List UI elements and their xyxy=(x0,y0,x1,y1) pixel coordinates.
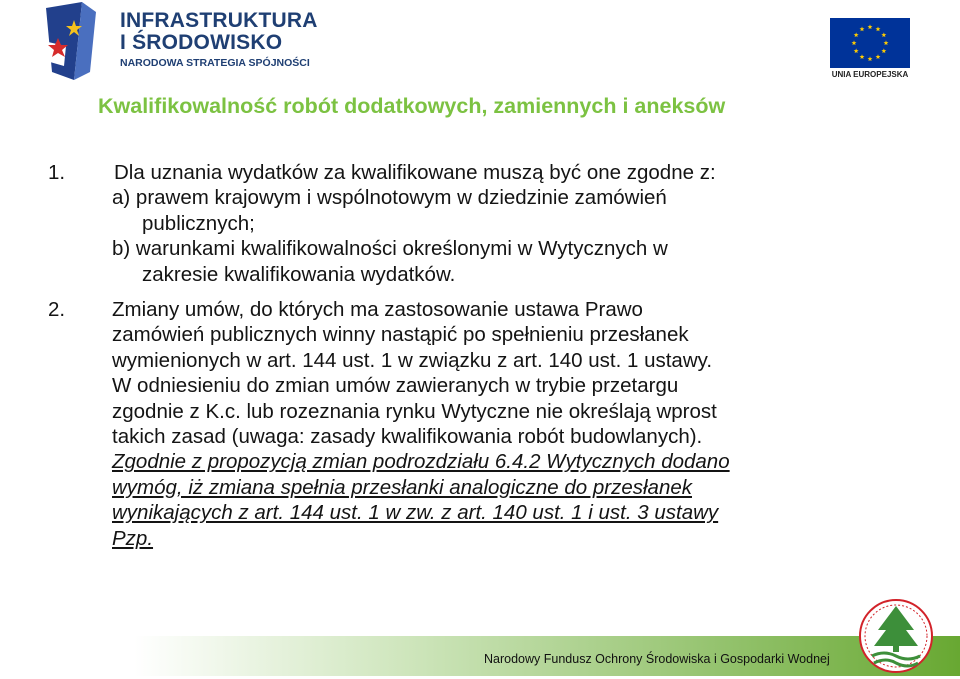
sub-item-line: a) prawem krajowym i wspólnotowym w dziedzinie zamówień xyxy=(112,186,667,210)
program-logo-mark-icon xyxy=(44,2,118,82)
fund-logo xyxy=(856,596,936,674)
list-item-line: takich zasad (uwaga: zasady kwalifikowania robót budowlanych). xyxy=(112,425,703,449)
list-item-2 xyxy=(48,297,938,322)
emphasis-line: Pzp. xyxy=(112,526,154,550)
program-logo xyxy=(44,2,318,82)
sub-item-b-cont xyxy=(48,262,938,287)
footer-text: Narodowy Fundusz Ochrony Środowiska i Gospodarki Wodnej xyxy=(484,652,830,666)
emphasis-line: wynikających z art. 144 ust. 1 w zw. z art. 140 ust. 1 i ust. 3 ustawy xyxy=(112,501,719,525)
sub-item-b xyxy=(48,236,938,261)
list-item-1 xyxy=(48,160,938,185)
emphasis-line: wymóg, iż zmiana spełnia przesłanki analogiczne do przesłanek xyxy=(112,475,692,499)
eu-flag-icon xyxy=(830,18,910,68)
sub-item-a xyxy=(48,185,938,210)
fund-logo-icon xyxy=(856,596,936,674)
list-item-line: W odniesieniu do zmian umów zawieranych w trybie przetargu xyxy=(112,374,679,398)
list-item-line: zamówień publicznych winny nastąpić po spełnieniu przesłanek xyxy=(112,323,689,347)
list-item-number: 1. xyxy=(48,161,66,184)
program-logo-line1: INFRASTRUKTURA xyxy=(120,9,318,32)
list-item-text: Dla uznania wydatków za kwalifikowane muszą być one zgodne z: xyxy=(114,161,716,184)
slide-title: Kwalifikowalność robót dodatkowych, zamiennych i aneksów xyxy=(98,94,726,118)
list-item-line: wymienionych w art. 144 ust. 1 w związku z art. 140 ust. 1 ustawy. xyxy=(112,348,713,372)
slide-body xyxy=(48,160,938,551)
sub-item-line: publicznych; xyxy=(142,211,255,235)
list-item-line: zgodnie z K.c. lub rozeznania rynku Wytyczne nie określają wprost xyxy=(112,399,717,423)
eu-caption: UNIA EUROPEJSKA xyxy=(831,70,909,79)
sub-item-line: zakresie kwalifikowania wydatków. xyxy=(142,262,456,286)
sub-item-line: b) warunkami kwalifikowalności określonymi w Wytycznych w xyxy=(112,237,668,261)
eu-logo xyxy=(830,18,910,82)
sub-item-a-cont xyxy=(48,211,938,236)
program-logo-line3: NARODOWA STRATEGIA SPÓJNOŚCI xyxy=(120,57,310,69)
emphasis-line: Zgodnie z propozycją zmian podrozdziału 6.4.2 Wytycznych dodano xyxy=(112,450,730,474)
list-item-text: Zmiany umów, do których ma zastosowanie ustawa Prawo xyxy=(112,298,643,322)
list-item-number: 2. xyxy=(48,298,66,322)
program-logo-line2: I ŚRODOWISKO xyxy=(120,31,283,54)
